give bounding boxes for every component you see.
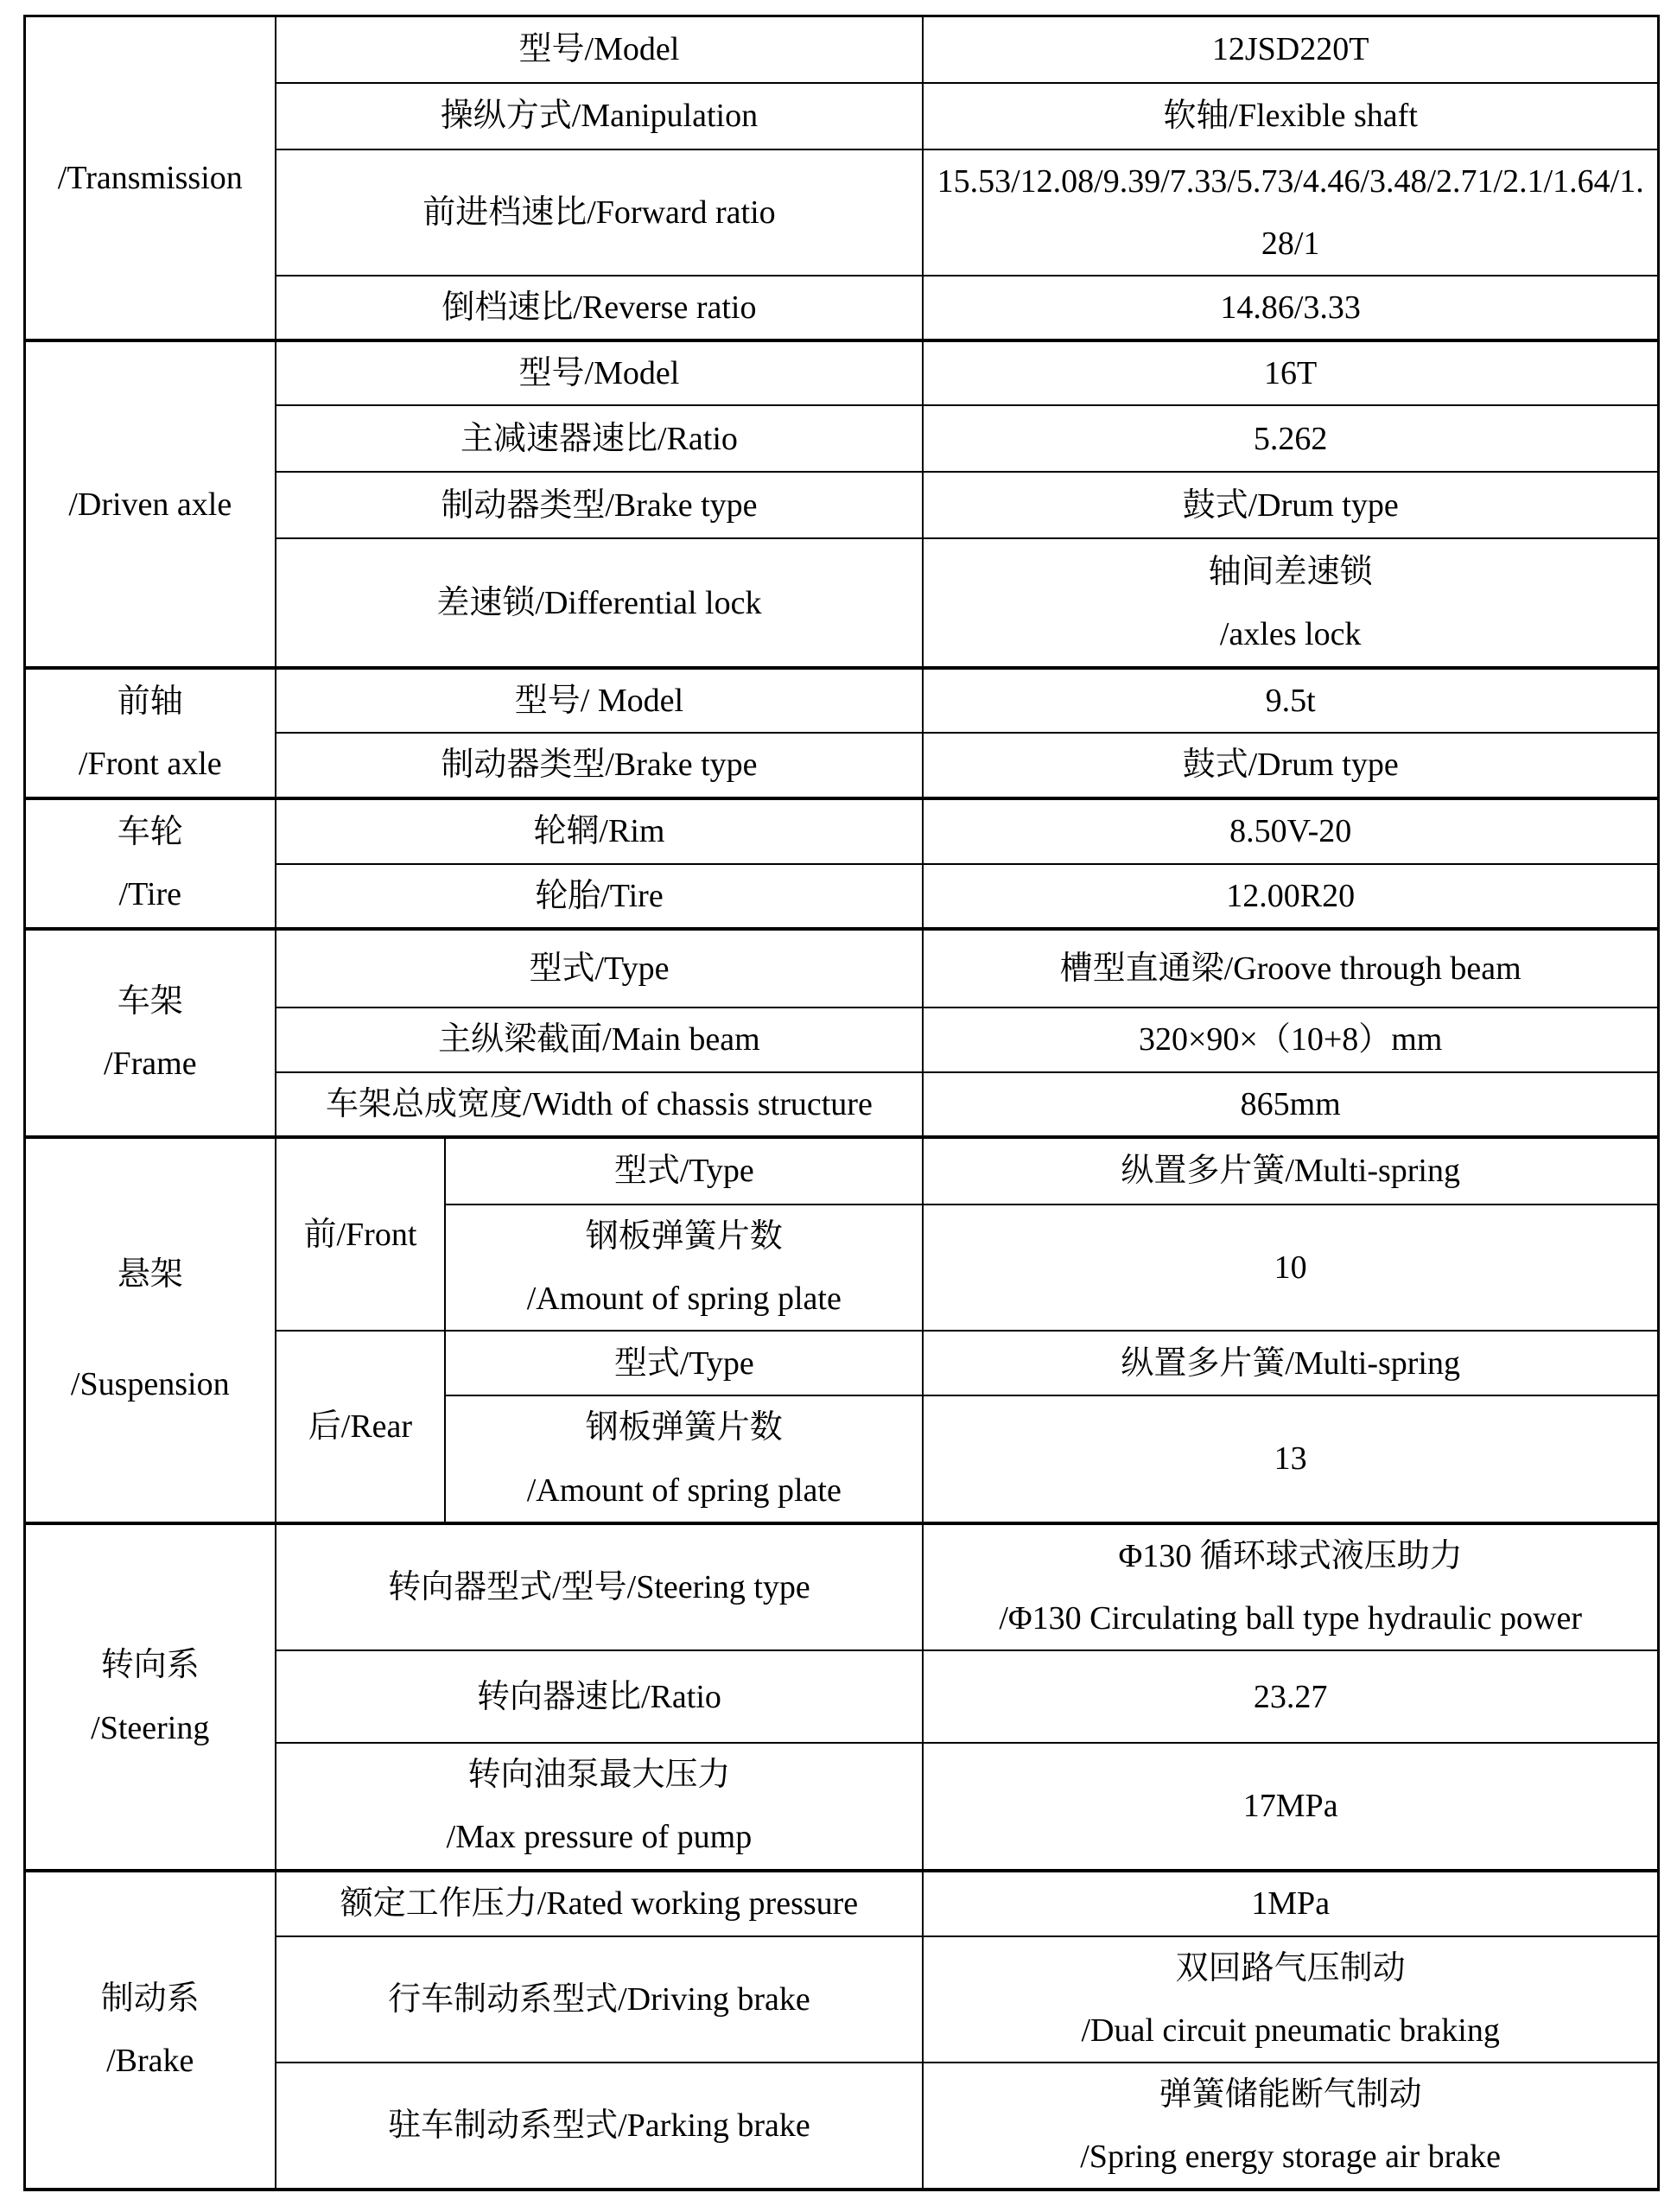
value-line: Φ130 循环球式液压助力 [1118, 1537, 1463, 1574]
property-cell: 行车制动系型式/Driving brake [276, 1936, 924, 2063]
value-cell: 1MPa [923, 1871, 1658, 1936]
value-cell: 17MPa [923, 1743, 1658, 1870]
section-group-cell [25, 16, 276, 341]
value-cell: 12.00R20 [923, 864, 1658, 929]
group-label: 悬架 [117, 1256, 183, 1294]
property-cell: 差速锁/Differential lock [276, 538, 924, 668]
value-cell: 鼓式/Drum type [923, 733, 1658, 798]
spec-table [23, 15, 1660, 2191]
property-cell: 主纵梁截面/Main beam [276, 1007, 924, 1072]
property-line: /Max pressure of pump [446, 1819, 753, 1856]
section-group-cell [25, 1137, 276, 1523]
section-group-cell [25, 668, 276, 798]
property-cell: 驻车制动系型式/Parking brake [276, 2063, 924, 2190]
property-cell: 型号/Model [276, 340, 924, 405]
value-cell [923, 149, 1658, 276]
property-cell: 制动器类型/Brake type [276, 472, 924, 538]
value-cell: 纵置多片簧/Multi-spring [923, 1137, 1658, 1205]
value-cell [923, 1523, 1658, 1650]
value-cell [923, 538, 1658, 668]
property-cell: 主减速器速比/Ratio [276, 405, 924, 472]
group-label: /Steering [91, 1709, 210, 1746]
value-cell: 320×90×（10+8）mm [923, 1007, 1658, 1072]
table-row [25, 1523, 1659, 1650]
property-line: /Amount of spring plate [526, 1471, 842, 1509]
table-row [25, 929, 1659, 1007]
property-cell: 型式/Type [276, 929, 924, 1007]
value-cell: 软轴/Flexible shaft [923, 83, 1658, 149]
property-cell: 轮胎/Tire [276, 864, 924, 929]
group-label: /Front axle [78, 746, 222, 783]
value-line: 弹簧储能断气制动 [1159, 2075, 1422, 2113]
value-cell: 5.262 [923, 405, 1658, 472]
section-group-cell [25, 798, 276, 929]
group-label: 转向系 [100, 1647, 200, 1684]
subgroup-cell: 前/Front [276, 1137, 446, 1331]
property-cell: 倒档速比/Reverse ratio [276, 276, 924, 340]
value-cell: 865mm [923, 1072, 1658, 1137]
property-cell: 转向器型式/型号/Steering type [276, 1523, 924, 1650]
value-line: 28/1 [1261, 225, 1320, 262]
subgroup-cell: 后/Rear [276, 1331, 446, 1522]
value-cell: 14.86/3.33 [923, 276, 1658, 340]
group-label: 前轴 [117, 683, 183, 721]
value-cell [923, 1936, 1658, 2063]
property-cell: 前进档速比/Forward ratio [276, 149, 924, 276]
property-cell: 车架总成宽度/Width of chassis structure [276, 1072, 924, 1137]
property-line: 钢板弹簧片数 [585, 1218, 783, 1255]
value-line: 双回路气压制动 [1175, 1949, 1406, 1986]
value-line: /axles lock [1219, 615, 1362, 652]
table-row [25, 668, 1659, 733]
section-group-cell [25, 1871, 276, 2190]
property-cell: 型式/Type [445, 1137, 923, 1205]
value-cell: 12JSD220T [923, 16, 1658, 83]
value-cell: 纵置多片簧/Multi-spring [923, 1331, 1658, 1395]
group-label: /Tire [118, 876, 182, 913]
property-cell [445, 1205, 923, 1331]
property-line: /Amount of spring plate [526, 1281, 842, 1318]
section-group-cell [25, 340, 276, 668]
property-line: 钢板弹簧片数 [585, 1409, 783, 1446]
property-cell: 操纵方式/Manipulation [276, 83, 924, 149]
property-cell: 制动器类型/Brake type [276, 733, 924, 798]
value-cell: 9.5t [923, 668, 1658, 733]
value-cell [923, 2063, 1658, 2190]
property-cell [276, 1743, 924, 1870]
group-label: 车架 [117, 983, 183, 1020]
table-row [25, 798, 1659, 864]
value-cell: 8.50V-20 [923, 798, 1658, 864]
property-cell: 型号/ Model [276, 668, 924, 733]
group-label: /Frame [103, 1046, 197, 1083]
value-cell: 10 [923, 1205, 1658, 1331]
property-cell: 额定工作压力/Rated working pressure [276, 1871, 924, 1936]
property-cell: 型式/Type [445, 1331, 923, 1395]
value-line: 15.53/12.08/9.39/7.33/5.73/4.46/3.48/2.71/2.1/1.64/1. [937, 162, 1644, 200]
group-label: /Driven axle [68, 486, 232, 523]
group-label: /Transmission [57, 159, 243, 196]
property-cell [445, 1395, 923, 1522]
table-row [25, 16, 1659, 83]
group-label: 车轮 [117, 814, 183, 851]
group-label: /Brake [106, 2043, 194, 2080]
table-row [25, 1871, 1659, 1936]
property-cell: 轮辋/Rim [276, 798, 924, 864]
group-label: /Suspension [70, 1366, 230, 1403]
value-cell: 16T [923, 340, 1658, 405]
value-line: /Spring energy storage air brake [1080, 2139, 1502, 2176]
table-row [25, 1137, 1659, 1205]
value-cell: 槽型直通梁/Groove through beam [923, 929, 1658, 1007]
property-cell: 转向器速比/Ratio [276, 1650, 924, 1743]
property-cell: 型号/Model [276, 16, 924, 83]
value-cell: 13 [923, 1395, 1658, 1522]
group-label: 制动系 [100, 1980, 200, 2018]
value-line: /Dual circuit pneumatic braking [1081, 2012, 1500, 2049]
section-group-cell [25, 929, 276, 1137]
value-line: 轴间差速锁 [1208, 553, 1373, 590]
value-cell: 鼓式/Drum type [923, 472, 1658, 538]
section-group-cell [25, 1523, 276, 1871]
property-line: 转向油泵最大压力 [467, 1757, 731, 1794]
table-row [25, 340, 1659, 405]
value-line: /Φ130 Circulating ball type hydraulic power [999, 1599, 1582, 1637]
value-cell: 23.27 [923, 1650, 1658, 1743]
